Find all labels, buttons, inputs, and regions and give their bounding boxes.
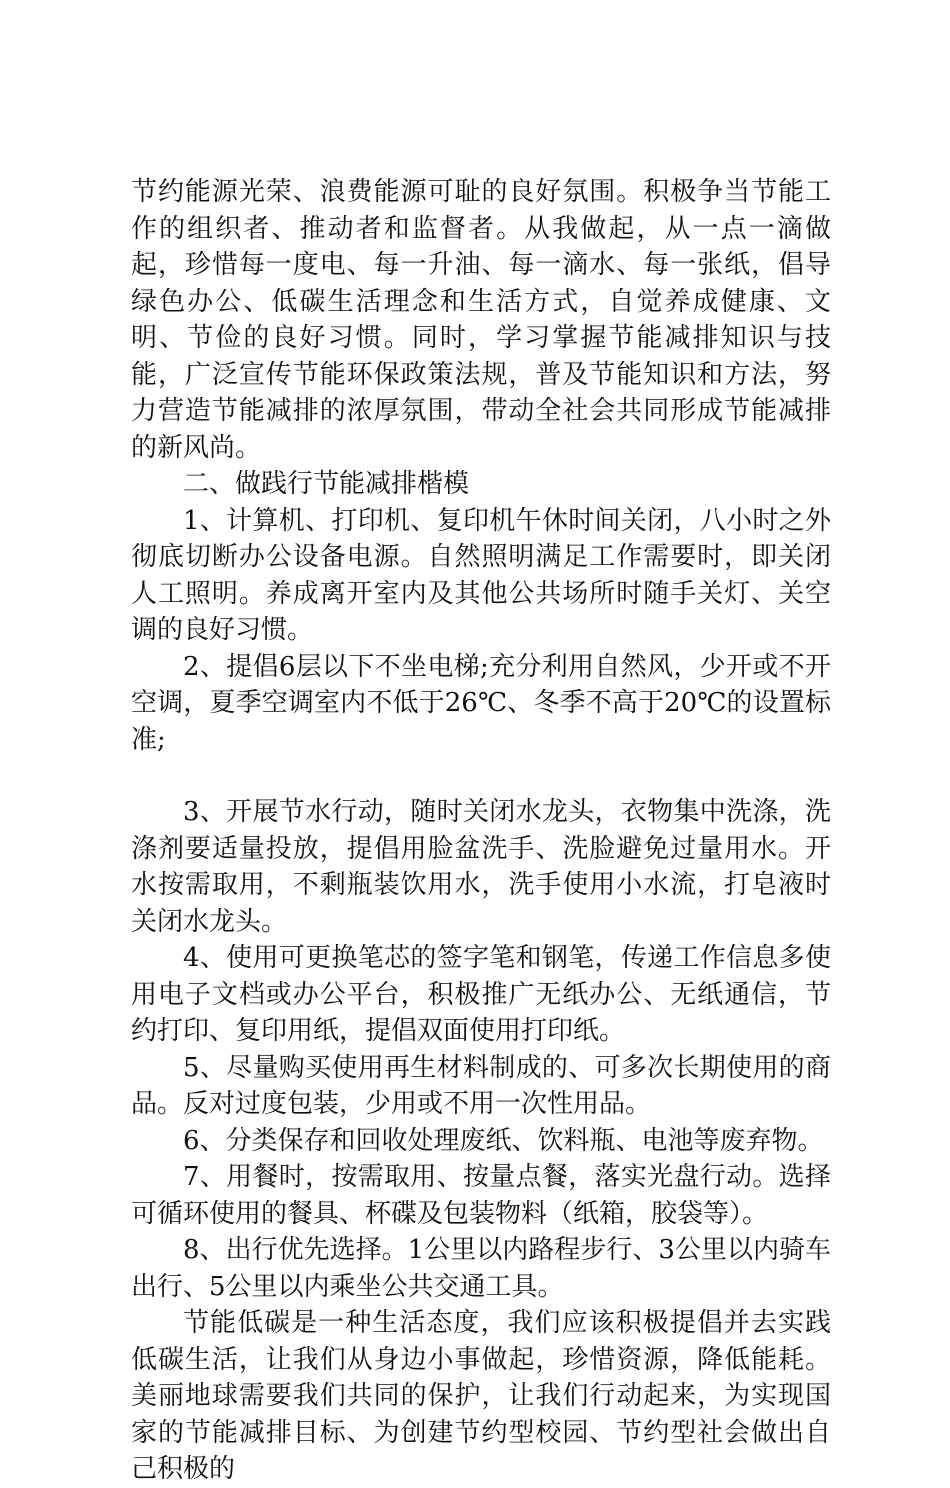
list-item-4: 4、使用可更换笔芯的签字笔和钢笔，传递工作信息多使用电子文档或办公平台，积极推广无纸办公、无纸通信，节约打印、复印用纸，提倡双面使用打印纸。 (131, 943, 831, 1046)
list-item-7: 7、用餐时，按需取用、按量点餐，落实光盘行动。选择可循环使用的餐具、杯碟及包装物料（纸箱，胶袋等）。 (131, 1162, 831, 1229)
paragraph-conclusion: 节能低碳是一种生活态度，我们应该积极提倡并去实践低碳生活，让我们从身边小事做起，珍惜资源，降低能耗。美丽地球需要我们共同的保护，让我们行动起来，为实现国家的节能减排目标、为创建节约型校园、节约型社会做出自己积极的 (131, 1308, 831, 1484)
list-item-6: 6、分类保存和回收处理废纸、饮料瓶、电池等废弃物。 (183, 1125, 824, 1156)
list-item-8: 8、出行优先选择。1公里以内路程步行、3公里以内骑车出行、5公里以内乘坐公共交通工具。 (131, 1235, 831, 1302)
list-item-5: 5、尽量购买使用再生材料制成的、可多次长期使用的商品。反对过度包装，少用或不用一次性用品。 (131, 1052, 831, 1119)
list-item-2: 2、提倡6层以下不坐电梯;充分利用自然风，少开或不开空调，夏季空调室内不低于26℃、冬季不高于20℃的设置标准; (131, 651, 831, 755)
paragraph-intro: 节约能源光荣、浪费能源可耻的良好氛围。积极争当节能工作的组织者、推动者和监督者。从我做起，从一点一滴做起，珍惜每一度电、每一升油、每一滴水、每一张纸，倡导绿色办公、低碳生活理念和生活方式，自觉养成健康、文明、节俭的良好习惯。同时，学习掌握节能减排知识与技能，广泛宣传节能环保政策法规，普及节能知识和方法，努力营造节能减排的浓厚氛围，带动全社会共同形成节能减排的新风尚。 (131, 177, 831, 463)
document-body (131, 174, 831, 1488)
list-item-1: 1、计算机、打印机、复印机午休时间关闭，八小时之外彻底切断办公设备电源。自然照明满足工作需要时，即关闭人工照明。养成离开室内及其他公共场所时随手关灯、关空调的良好习惯。 (131, 505, 831, 645)
list-item-3: 3、开展节水行动，随时关闭水龙头，衣物集中洗涤，洗涤剂要适量投放，提倡用脸盆洗手、洗脸避免过量用水。开水按需取用，不剩瓶装饮用水，洗手使用小水流，打皂液时关闭水龙头。 (131, 797, 831, 937)
section-heading: 二、做践行节能减排楷模 (183, 469, 470, 499)
